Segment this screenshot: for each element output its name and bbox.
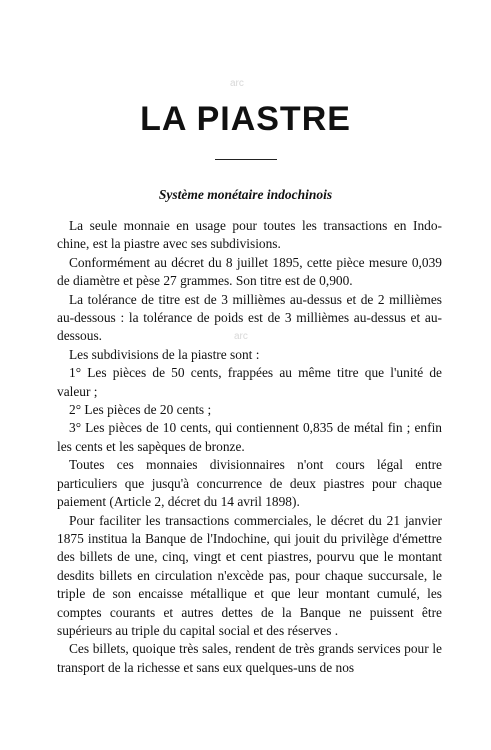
paragraph: Les subdivisions de la piastre sont : [69, 346, 260, 362]
paragraph: La tolérance de titre est de 3 millièmes au-dessus et de 2 millièmes au-dessous : la tolérance de poids est de 3 millièmes au-dessus et au-dessous. [57, 291, 442, 344]
paragraph: Conformément au décret du 8 juillet 1895, cette pièce mesure 0,039 de diamètre et pèse 27 grammes. Son titre est de 0,900. [57, 254, 442, 289]
title-rule [215, 159, 277, 160]
watermark: arc [230, 78, 244, 89]
paragraph: Pour faciliter les transactions commerciales, le décret du 21 janvier 1875 institua la Banque de l'Indochine, qui jouit du privilège d'émettre des billets de une, cinq, vingt et cent piastres, pourvu que le montant desdits billets en circulation n'excède pas, pour chaque succursale, le triple de son encaisse métallique et que leur montant cumulé, les comptes courants et autres dettes de la Banque ne puissent être supérieurs au triple du capital social et des réserves . [57, 512, 442, 638]
paragraph: 2° Les pièces de 20 cents ; [69, 402, 212, 418]
section-subtitle: Système monétaire indochinois [158, 187, 333, 202]
watermark-2: arc [234, 331, 248, 342]
paragraph: 1° Les pièces de 50 cents, frappées au même titre que l'unité de valeur ; [57, 365, 442, 399]
page-title: LA PIASTRE [140, 100, 351, 138]
body-text [57, 217, 442, 677]
paragraph: 3° Les pièces de 10 cents, qui contiennent 0,835 de métal fin ; enfin les cents et les sapèques de bronze. [57, 420, 442, 454]
paragraph: La seule monnaie en usage pour toutes les transactions en Indo-chine, est la piastre avec ses subdivisions. [57, 218, 442, 252]
paragraph: Toutes ces monnaies divisionnaires n'ont cours légal entre particuliers que jusqu'à concurrence de deux piastres pour chaque paiement (Article 2, décret du 14 avril 1898). [57, 457, 442, 510]
paragraph: Ces billets, quoique très sales, rendent de très grands services pour le transport de la richesse et sans eux quelques-uns de nos [57, 641, 442, 675]
